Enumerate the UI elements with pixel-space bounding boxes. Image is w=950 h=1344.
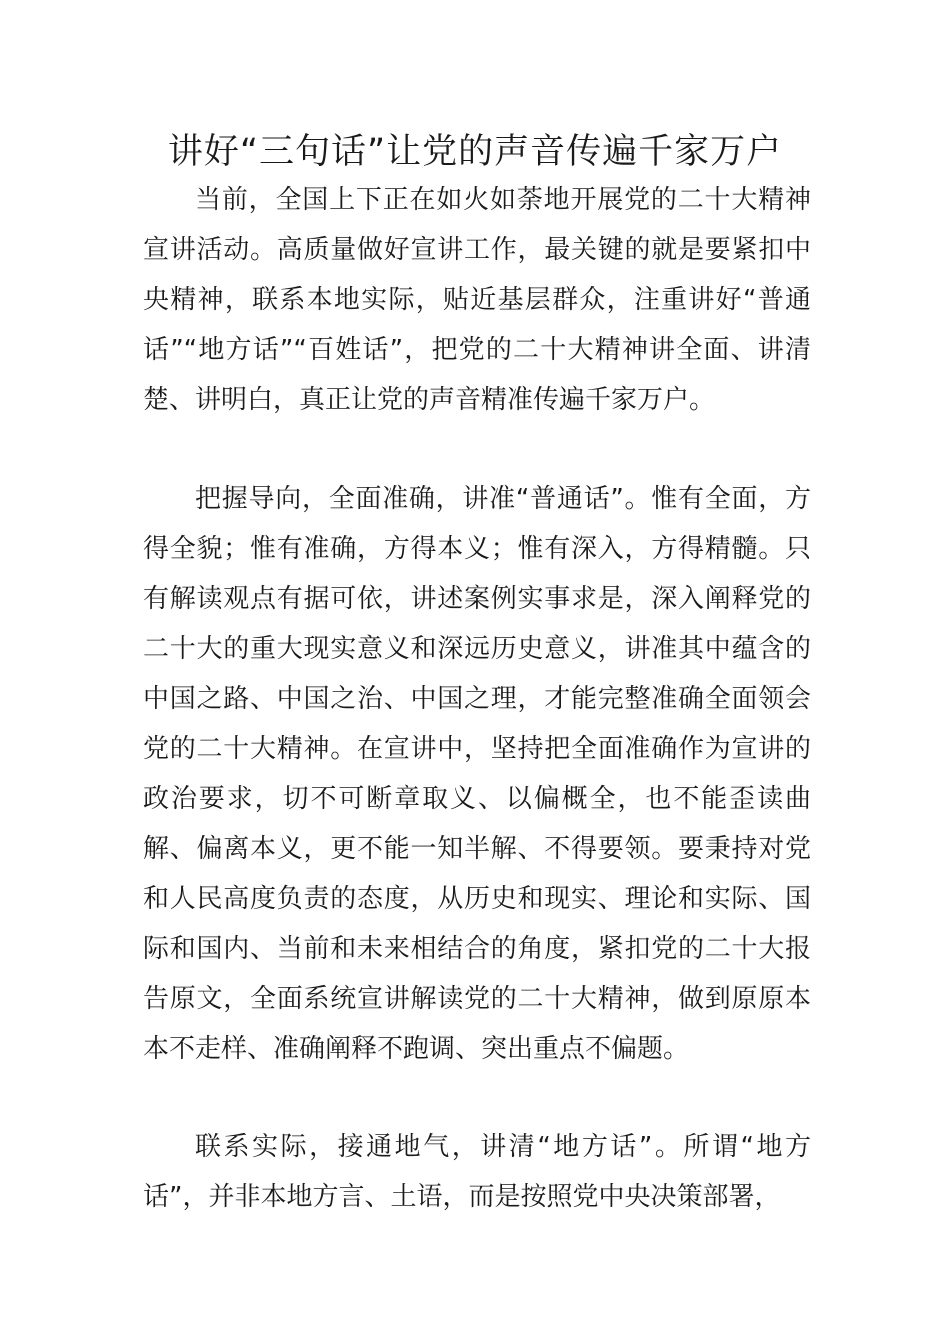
paragraph-putonghua: 把握导向，全面准确，讲准“普通话”。惟有全面，方得全貌；惟有准确，方得本义；惟有深入，方得精髓。只有解读观点有据可依，讲述案例实事求是，深入阐释党的二十大的重大现实意义和深远历史意义，讲准其中蕴含的中国之路、中国之治、中国之理，才能完整准确全面领会党的二十大精神。在宣讲中，坚持把全面准确作为宣讲的政治要求，切不可断章取义、以偏概全，也不能歪读曲解、偏离本义，更不能一知半解、不得要领。要秉持对党和人民高度负责的态度，从历史和现实、理论和实际、国际和国内、当前和未来相结合的角度，紧扣党的二十大报告原文，全面系统宣讲解读党的二十大精神，做到原原本本不走样、准确阐释不跑调、突出重点不偏题。 [143, 484, 811, 1064]
document-title: 讲好“三句话”让党的声音传遍千家万户 [167, 132, 783, 172]
paragraph-intro: 当前，全国上下正在如火如荼地开展党的二十大精神宣讲活动。高质量做好宣讲工作，最关键的就是要紧扣中央精神，联系本地实际，贴近基层群众，注重讲好“普通话”“地方话”“百姓话”，把党的二十大精神讲全面、讲清楚、讲明白，真正让党的声音精准传遍千家万户。 [143, 185, 811, 415]
paragraph-difanghua: 联系实际，接通地气，讲清“地方话”。所谓“地方话”，并非本地方言、土语，而是按照党中央决策部署， [143, 1132, 811, 1212]
